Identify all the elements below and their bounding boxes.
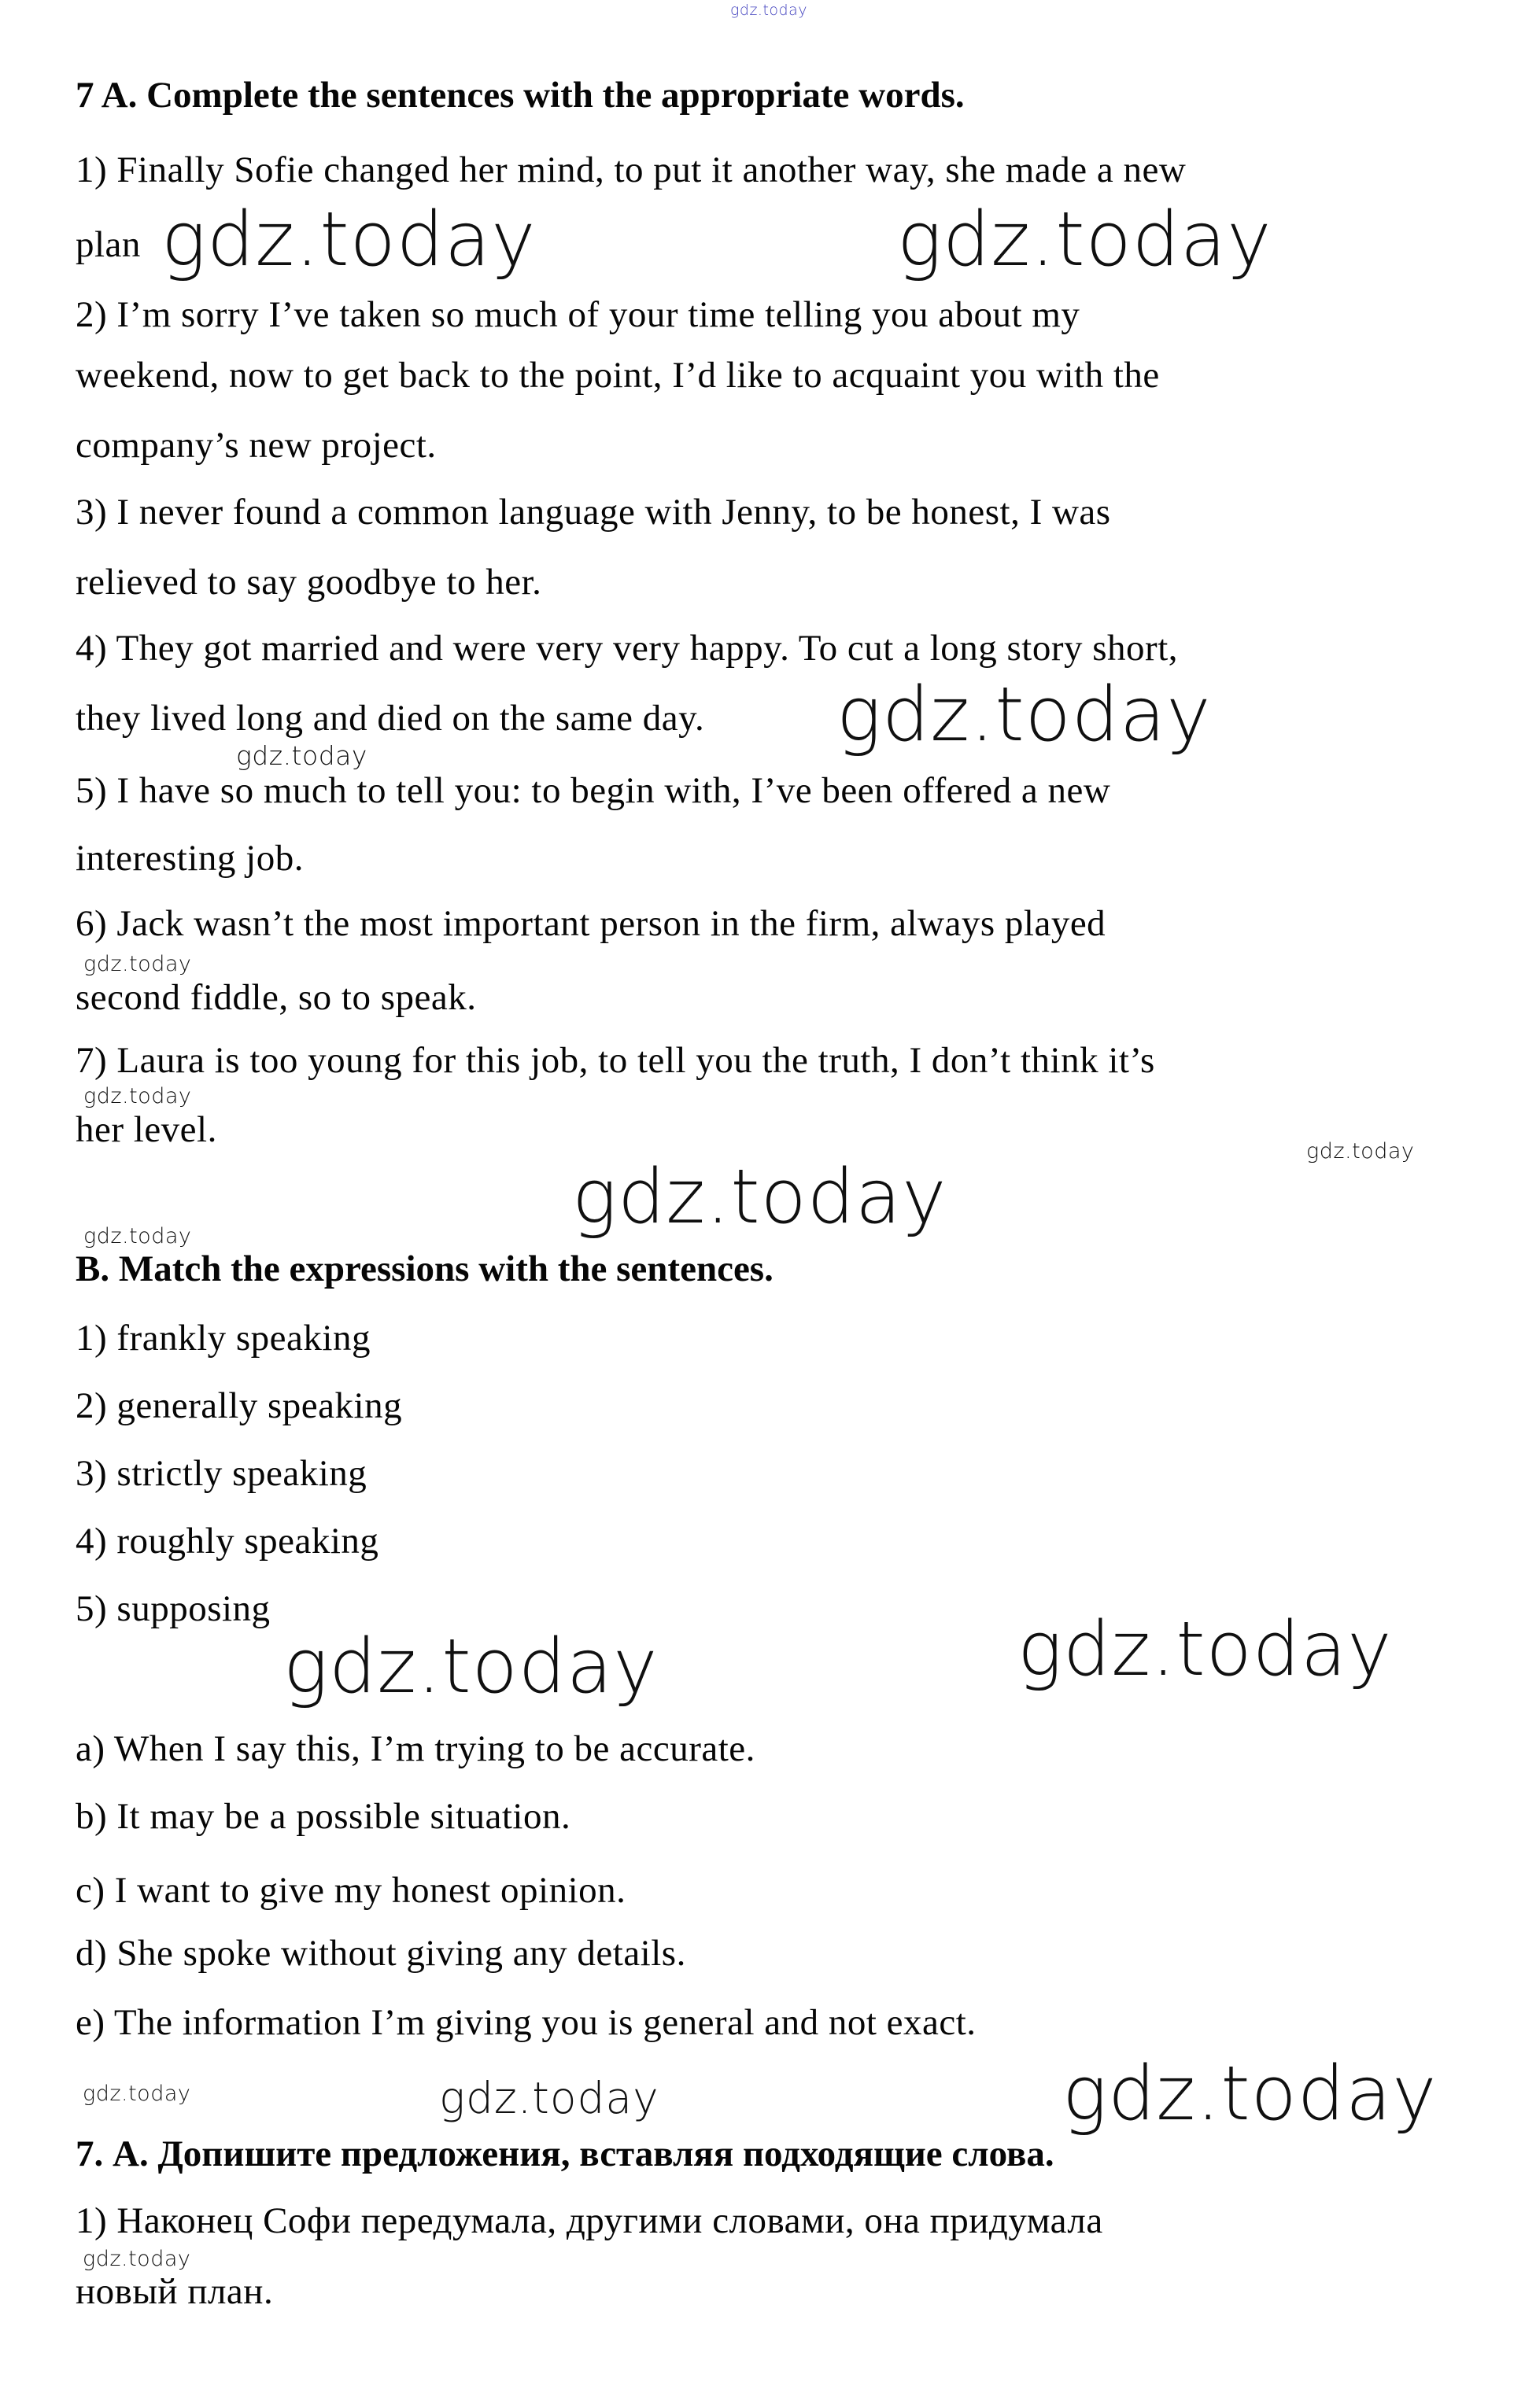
sentence-a1-line2: plan	[76, 224, 141, 265]
gdz-watermark: gdz.today	[83, 2247, 191, 2271]
gdz-watermark: gdz.today	[836, 672, 1212, 758]
exercise-7a-russian-heading: 7. А. Допишите предложения, вставляя подходящие слова.	[76, 2133, 1054, 2174]
sentence-a4-line1: 4) They got married and were very very happy. To cut a long story short,	[76, 628, 1178, 669]
match-sentence-d: d) She spoke without giving any details.	[76, 1933, 686, 1974]
sentence-a1-line1: 1) Finally Sofie changed her mind, to put it another way, she made a new	[76, 149, 1187, 190]
sentence-a3-line1: 3) I never found a common language with Jenny, to be honest, I was	[76, 492, 1111, 533]
gdz-watermark: gdz.today	[1017, 1606, 1393, 1693]
expression-1: 1) frankly speaking	[76, 1318, 371, 1359]
exercise-b-heading: B. Match the expressions with the sentences.	[76, 1248, 774, 1289]
match-sentence-e: e) The information I’m giving you is general and not exact.	[76, 2002, 977, 2043]
gdz-watermark: gdz.today	[83, 952, 192, 976]
gdz-watermark: gdz.today	[439, 2073, 659, 2123]
expression-2: 2) generally speaking	[76, 1385, 403, 1426]
gdz-watermark-top: gdz.today	[730, 2, 807, 19]
sentence-a4-line2: they lived long and died on the same day.	[76, 698, 705, 739]
sentence-a5-line2: interesting job.	[76, 838, 304, 879]
match-sentence-a: a) When I say this, I’m trying to be accurate.	[76, 1728, 755, 1769]
gdz-watermark: gdz.today	[161, 197, 537, 283]
sentence-a7-line1: 7) Laura is too young for this job, to tell you the truth, I don’t think it’s	[76, 1040, 1155, 1081]
sentence-a6-line2: second fiddle, so to speak.	[76, 977, 477, 1018]
gdz-watermark: gdz.today	[283, 1624, 659, 1710]
gdz-watermark: gdz.today	[897, 197, 1272, 283]
sentence-a3-line2: relieved to say goodbye to her.	[76, 562, 542, 603]
match-sentence-b: b) It may be a possible situation.	[76, 1796, 571, 1837]
gdz-watermark: gdz.today	[1306, 1139, 1415, 1163]
sentence-ru1-line2: новый план.	[76, 2271, 274, 2312]
sentence-a7-line2: her level.	[76, 1109, 217, 1150]
expression-4: 4) roughly speaking	[76, 1521, 379, 1562]
sentence-a2-line3: company’s new project.	[76, 425, 437, 466]
exercise-7a-heading: 7 A. Complete the sentences with the appropriate words.	[76, 75, 965, 116]
gdz-watermark: gdz.today	[83, 1224, 192, 1248]
sentence-a2-line2: weekend, now to get back to the point, I’d like to acquaint you with the	[76, 355, 1160, 396]
expression-3: 3) strictly speaking	[76, 1453, 367, 1494]
expression-5: 5) supposing	[76, 1588, 271, 1629]
sentence-ru1-line1: 1) Наконец Софи передумала, другими словами, она придумала	[76, 2200, 1103, 2241]
gdz-watermark: gdz.today	[572, 1154, 947, 1241]
gdz-watermark: gdz.today	[83, 2082, 191, 2106]
gdz-watermark: gdz.today	[83, 1084, 192, 1108]
gdz-watermark: gdz.today	[1062, 2051, 1438, 2137]
sentence-a2-line1: 2) I’m sorry I’ve taken so much of your time telling you about my	[76, 294, 1080, 335]
sentence-a5-line1: 5) I have so much to tell you: to begin with, I’ve been offered a new	[76, 770, 1111, 811]
match-sentence-c: c) I want to give my honest opinion.	[76, 1870, 626, 1911]
sentence-a6-line1: 6) Jack wasn’t the most important person in the firm, always played	[76, 903, 1106, 944]
gdz-watermark: gdz.today	[236, 740, 367, 771]
